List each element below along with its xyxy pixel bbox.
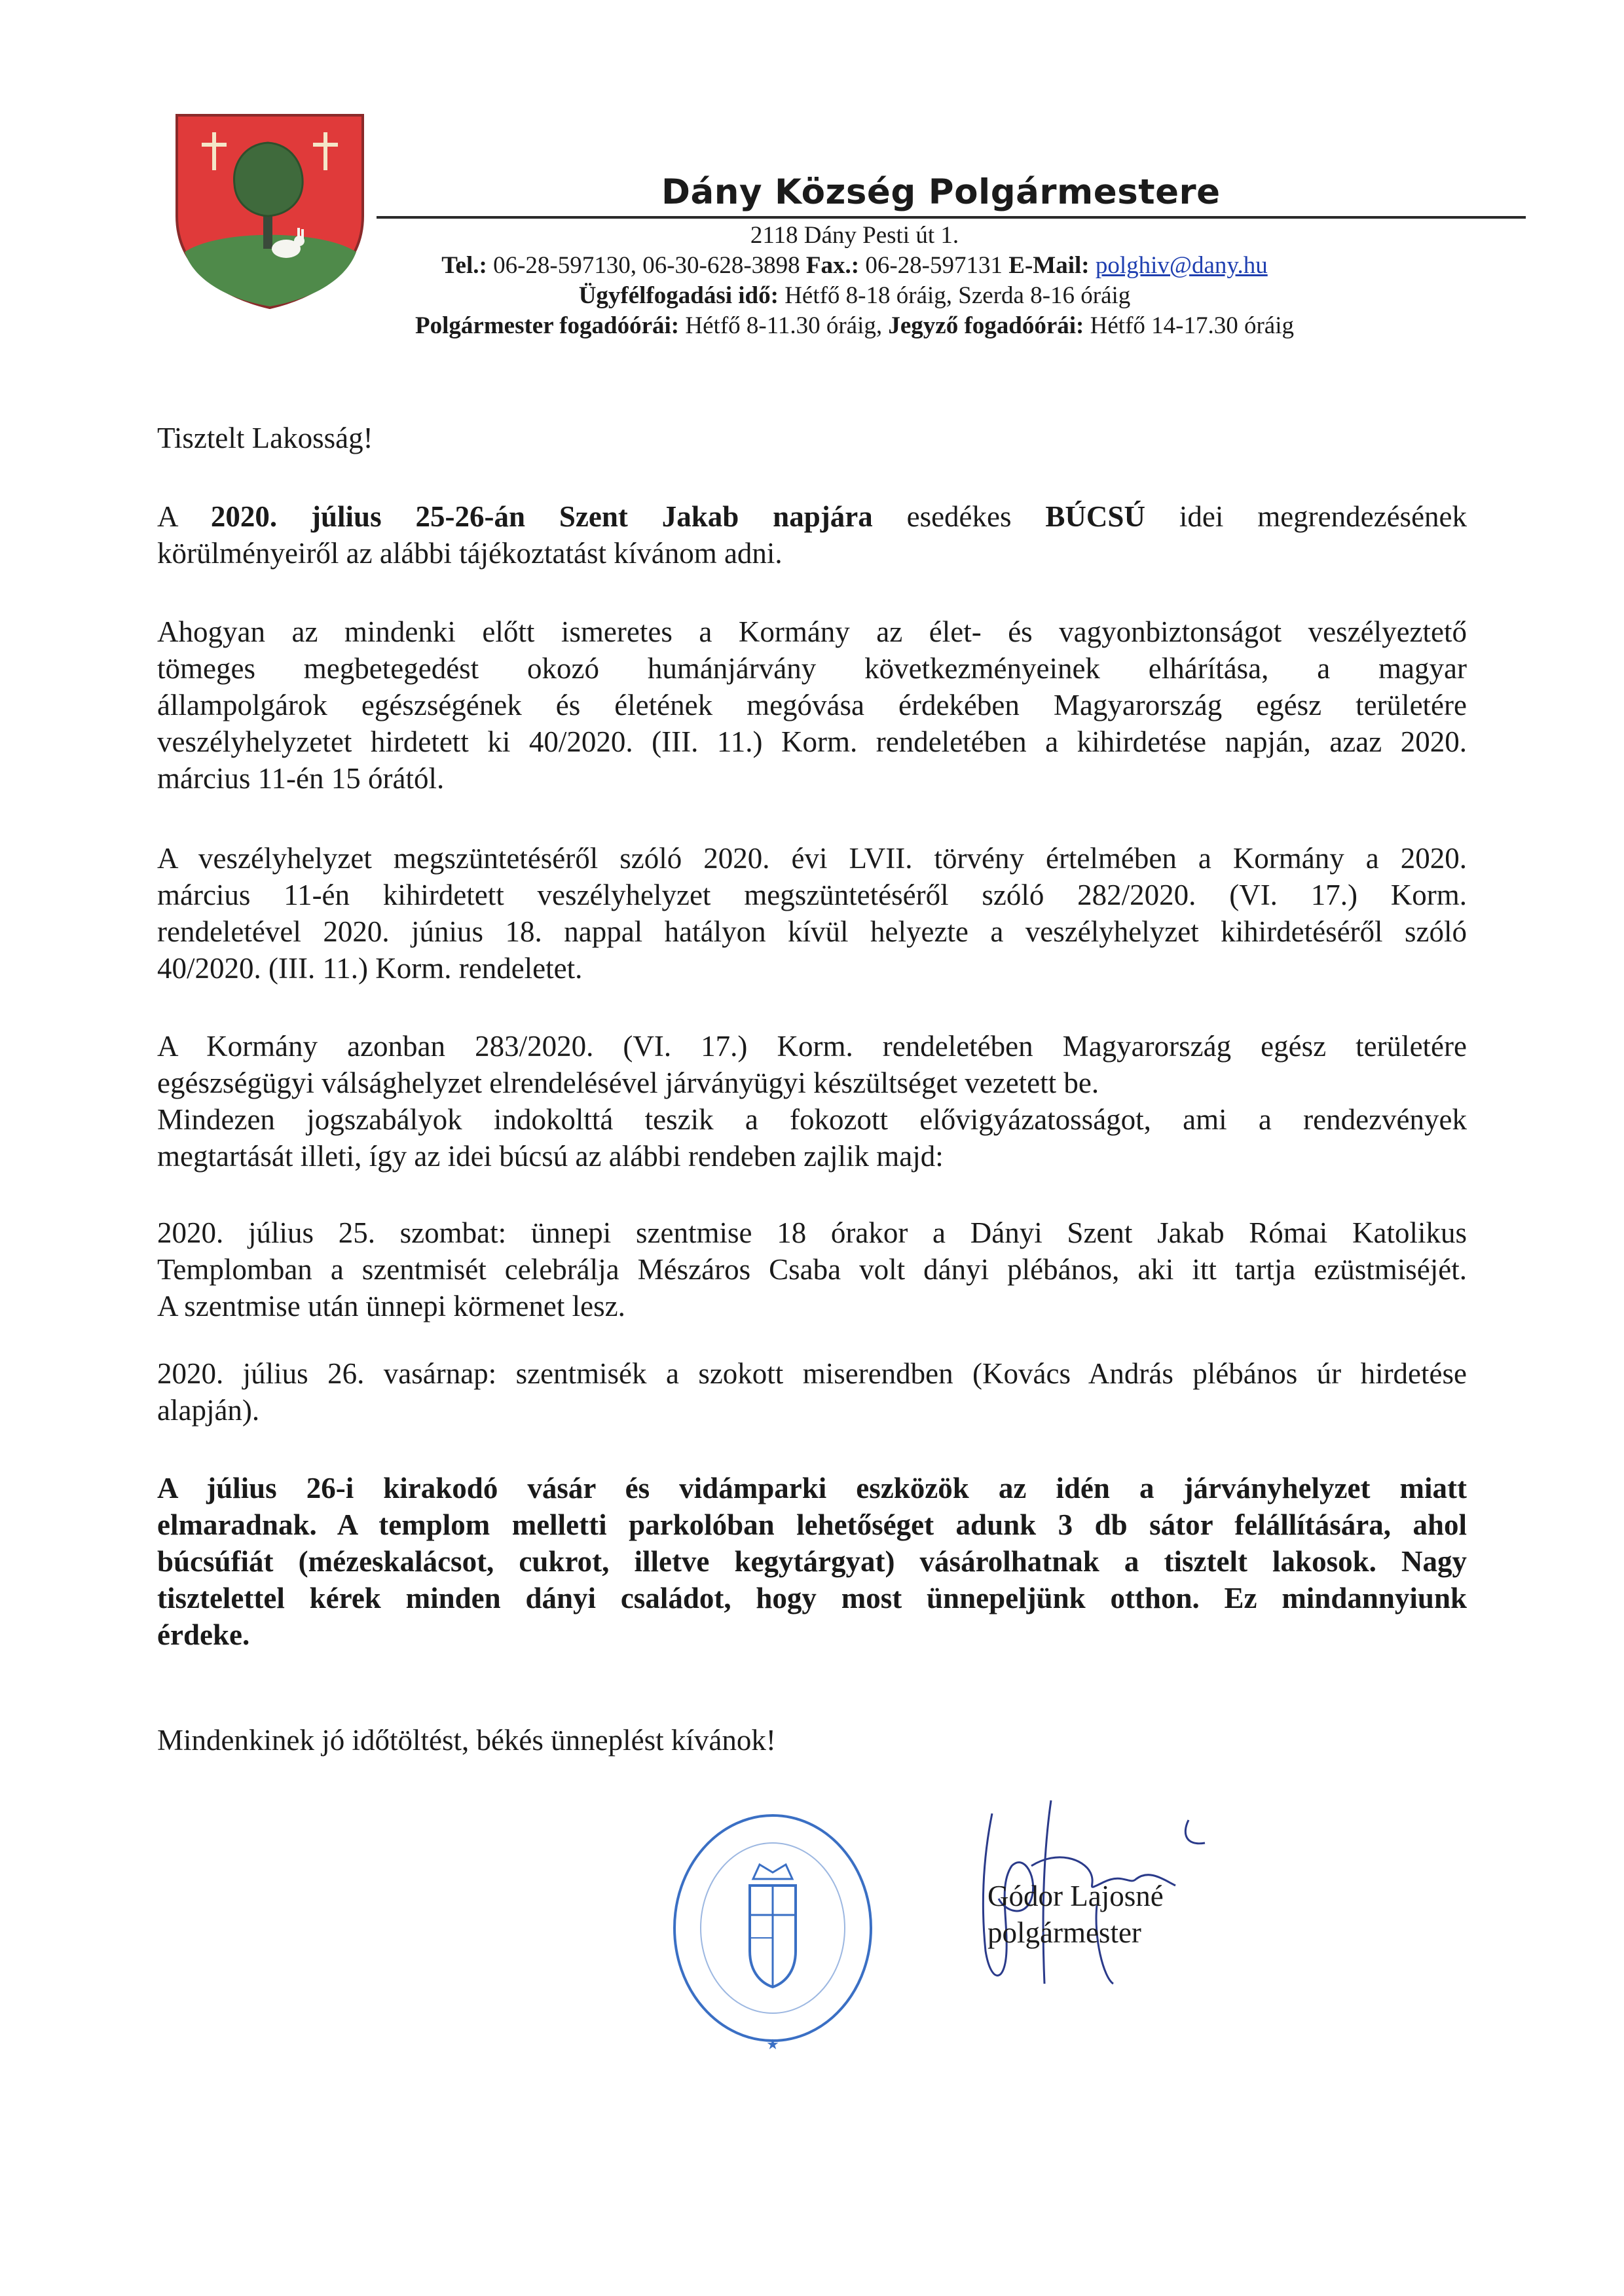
paragraph-intro	[157, 498, 1467, 572]
paragraph-fair-cancelled	[157, 1470, 1467, 1653]
paragraph-line: március 11-én kihirdetett veszélyhelyzet megszüntetéséről szóló 282/2020. (VI. 17.) Korm.	[157, 879, 1467, 911]
salutation	[157, 420, 1467, 456]
paragraph-line: egészségügyi válsághelyzet elrendelésével járványügyi készültséget vezetett be.	[157, 1066, 1099, 1099]
event-date: 2020. július 25-26-án Szent Jakab napjára	[210, 500, 873, 533]
office-hours-label: Ügyfélfogadási idő:	[578, 282, 779, 309]
tel-label: Tel.:	[441, 252, 487, 279]
header-contact-line	[380, 251, 1329, 281]
paragraph-line: 2020. július 25. szombat: ünnepi szentmise 18 órakor a Dányi Szent Jakab Római Katolikus	[157, 1216, 1467, 1249]
paragraph-line: Mindezen jogszabályok indokolttá teszik a fokozott elővigyázatosságot, ami a rendezvények	[157, 1103, 1467, 1136]
paragraph-line: elmaradnak. A templom melletti parkolóban lehetőséget adunk 3 db sátor felállítására, ahol	[157, 1508, 1467, 1541]
paragraph-line: alapján).	[157, 1394, 260, 1427]
paragraph-line: A veszélyhelyzet megszüntetéséről szóló 2020. évi LVII. törvény értelmében a Kormány a 2020.	[157, 842, 1467, 875]
office-hours-value: Hétfő 8-18 óráig, Szerda 8-16 óráig	[784, 282, 1131, 309]
mayor-hours-value: Hétfő 8-11.30 óráig,	[685, 312, 883, 339]
letterhead-title: Dány Község Polgármestere	[661, 172, 1221, 212]
closing	[157, 1722, 1467, 1758]
paragraph-line: veszélyhelyzetet hirdetett ki 40/2020. (III. 11.) Korm. rendeletében a kihirdetése napján, azaz 2020.	[157, 725, 1467, 758]
paragraph-termination	[157, 840, 1467, 987]
fax-value: 06-28-597131	[865, 252, 1003, 279]
salutation-text: Tisztelt Lakosság!	[157, 422, 373, 454]
paragraph-health-crisis	[157, 1028, 1467, 1175]
email-label: E-Mail:	[1008, 252, 1090, 279]
header-divider	[377, 216, 1526, 219]
paragraph-line: március 11-én 15 órától.	[157, 762, 445, 795]
paragraph-line: A szentmise után ünnepi körmenet lesz.	[157, 1290, 625, 1322]
paragraph-saturday-mass	[157, 1214, 1467, 1324]
paragraph-line: 2020. július 26. vasárnap: szentmisék a szokott miserendben (Kovács András plébános úr hirdetése	[157, 1357, 1467, 1390]
tel-value: 06-28-597130, 06-30-628-3898	[493, 252, 800, 279]
notary-hours-value: Hétfő 14-17.30 óráig	[1090, 312, 1294, 339]
paragraph-line: érdeke.	[157, 1618, 250, 1651]
paragraph-line: körülményeiről az alábbi tájékoztatást kívánom adni.	[157, 537, 783, 570]
email-link[interactable]: polghiv@dany.hu	[1095, 252, 1268, 279]
header-reception-hours	[380, 311, 1329, 341]
paragraph-line: Templomban a szentmisét celebrálja Mészáros Csaba volt dányi plébános, aki itt tartja ezüstmiséjét.	[157, 1253, 1467, 1286]
event-name: BÚCSÚ	[1045, 500, 1145, 533]
header-address: 2118 Dány Pesti út 1.	[750, 222, 959, 249]
coat-of-arms-icon	[172, 111, 368, 311]
paragraph-line: 40/2020. (III. 11.) Korm. rendeletet.	[157, 952, 583, 985]
official-stamp-icon	[668, 1807, 877, 2062]
paragraph-line: tömeges megbetegedést okozó humánjárvány következményeinek elhárítása, a magyar	[157, 652, 1467, 685]
paragraph-emergency	[157, 613, 1467, 797]
paragraph-sunday-mass	[157, 1355, 1467, 1429]
paragraph-line: A 2020. július 25-26-án Szent Jakab napjára esedékes BÚCSÚ idei megrendezésének	[157, 500, 1467, 533]
mayor-hours-label: Polgármester fogadóórái:	[415, 312, 680, 339]
paragraph-line: A Kormány azonban 283/2020. (VI. 17.) Korm. rendeletében Magyarország egész területére	[157, 1030, 1467, 1063]
paragraph-line: megtartását illeti, így az idei búcsú az alábbi rendeben zajlik majd:	[157, 1140, 944, 1173]
paragraph-line: tisztelettel kérek minden dányi családot, hogy most ünnepeljünk otthon. Ez mindannyiunk	[157, 1582, 1467, 1614]
closing-text: Mindenkinek jó időtöltést, békés ünneplést kívánok!	[157, 1724, 776, 1757]
notary-hours-label: Jegyző fogadóórái:	[888, 312, 1084, 339]
header-office-hours	[380, 281, 1329, 311]
fax-label: Fax.:	[805, 252, 860, 279]
signatory-role: polgármester	[987, 1916, 1141, 1949]
paragraph-line: állampolgárok egészségének és életének megóvása érdekében Magyarország egész területére	[157, 689, 1467, 721]
paragraph-line: Ahogyan az mindenki előtt ismeretes a Kormány az élet- és vagyonbiztonságot veszélyeztető	[157, 615, 1467, 648]
signatory-name: Gódor Lajosné	[987, 1880, 1164, 1912]
paragraph-line: A július 26-i kirakodó vásár és vidámparki eszközök az idén a járványhelyzet miatt	[157, 1472, 1467, 1504]
svg-text:★: ★	[766, 2037, 779, 2053]
paragraph-line: búcsúfiát (mézeskalácsot, cukrot, illetve kegytárgyat) vásárolhatnak a tisztelt lakosok. Nagy	[157, 1545, 1467, 1578]
paragraph-line: rendeletével 2020. június 18. nappal hatályon kívül helyezte a veszélyhelyzet kihirdetéséről szóló	[157, 915, 1467, 948]
